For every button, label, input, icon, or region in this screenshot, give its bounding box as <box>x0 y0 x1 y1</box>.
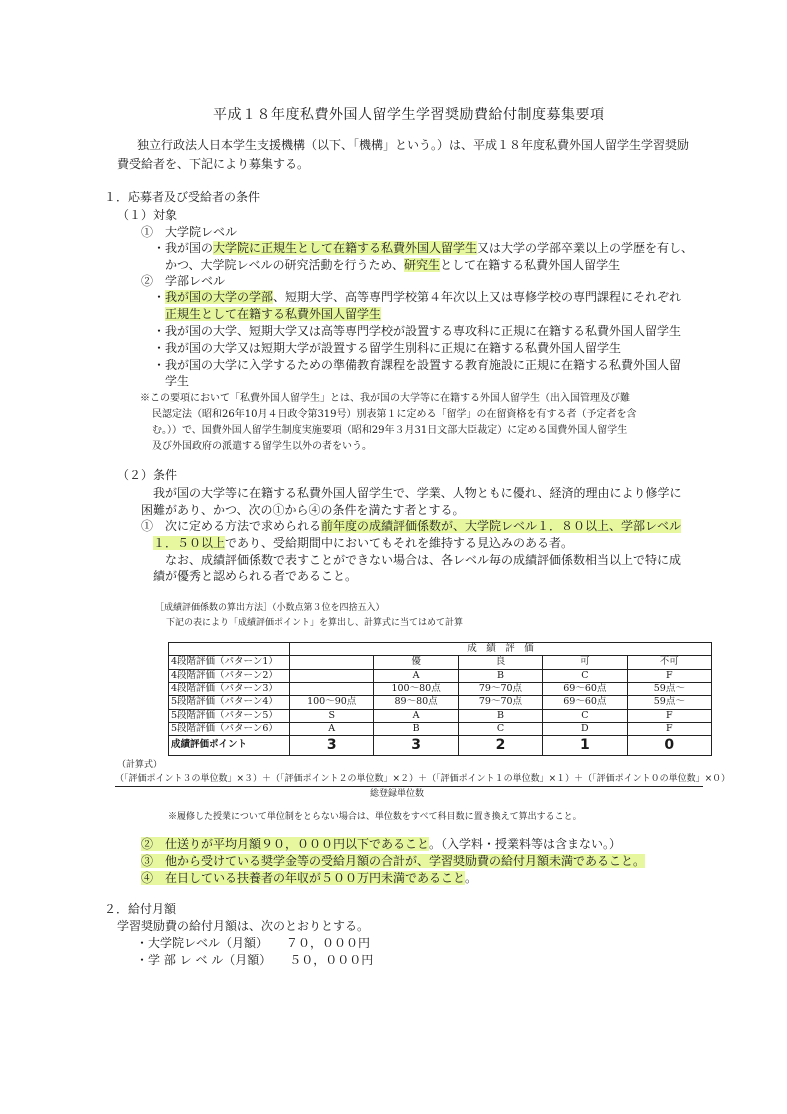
points-value: 3 <box>290 736 374 755</box>
formula-denominator: 総登録単位数 <box>370 789 425 799</box>
table-row: 4段階評価（パターン3） 100～80点 79～70点 69～60点 59点～ <box>169 683 712 696</box>
formula-numerator: （「評価ポイント３の単位数」×３）＋（「評価ポイント２の単位数」×２）＋（「評価ポイント１の単位数」×１）＋（「評価ポイント０の単位数」×０） <box>115 774 731 784</box>
grad-bullet-1a: ・我が国の大学院に正規生として在籍する私費外国人留学生又は大学の学部卒業以上の学歴を有し、 <box>153 241 694 255</box>
definition-note-2: 民認定法（昭和26年10月４日政令第319号）別表第１に定める「留学」の在留資格を有する者（予定者を含 <box>152 409 637 420</box>
formula-note: ※履修した授業について単位制をとらない場合は、単位数をすべて科目数に置き換えて算出すること。 <box>168 812 582 822</box>
grade-evaluation-table <box>168 642 712 756</box>
table-row: 5段階評価（パターン6） A B C D F <box>169 723 712 736</box>
table-row: 4段階評価（パターン2） A B C F <box>169 669 712 682</box>
ug-bullet-3: ・我が国の大学又は短期大学が設置する留学生別科に正規に在籍する私費外国人留学生 <box>153 341 622 355</box>
ug-bullet-1b: 正規生として在籍する私費外国人留学生 <box>165 307 382 321</box>
definition-note-1: ※この要項において「私費外国人留学生」とは、我が国の大学等に在籍する外国人留学生（出入国管理及び難 <box>140 393 630 404</box>
condition-2: ② 仕送りが平均月額９０，０００円以下であること。（入学料・授業料等は含まない。） <box>141 837 622 851</box>
points-row <box>169 736 712 755</box>
table-corner-cell <box>169 643 290 656</box>
ug-bullet-4b: 学生 <box>165 374 190 388</box>
payment-grad: ・大学院レベル（月額） ７０，０００円 <box>136 936 371 950</box>
table-header-cell: 成 績 評 価 <box>290 643 712 656</box>
points-value: 1 <box>543 736 627 755</box>
fraction-line <box>115 786 703 787</box>
table-row: 5段階評価（パターン4） 100～90点 89～80点 79～70点 69～60点 59点～ <box>169 696 712 709</box>
formula-label: （計算式） <box>117 760 163 770</box>
points-label: 成績評価ポイント <box>169 736 290 755</box>
ug-level-heading: ② 学部レベル <box>141 274 226 288</box>
table-header-row <box>169 643 712 656</box>
points-value: 2 <box>458 736 542 755</box>
intro-line-2: 費受給者を、下記により募集する。 <box>117 157 310 171</box>
definition-note-3: む。））で、国費外国人留学生制度実施要項（昭和29年３月31日文部大臣裁定）に定める国費外国人留学生 <box>152 425 628 436</box>
conditions-line-1: 我が国の大学等に在籍する私費外国人留学生で、学業、人物ともに優れ、経済的理由により修学に <box>153 486 682 500</box>
ug-bullet-2: ・我が国の大学、短期大学又は高等専門学校が設置する専攻科に正規に在籍する私費外国人留学生 <box>153 324 682 338</box>
payment-lead: 学習奨励費の給付月額は、次のとおりとする。 <box>117 919 370 933</box>
points-value: 0 <box>627 736 711 755</box>
ug-bullet-1a: ・我が国の大学の学部、短期大学、高等専門学校第４年次以上又は専修学校の専門課程にそれぞれ <box>153 290 682 304</box>
subsection-target: （１）対象 <box>117 208 178 222</box>
condition-1b: １．５０以上であり、受給期間中においてもそれを維持する見込みのある者。 <box>153 536 574 550</box>
calc-method-desc: 下記の表により「成績評価ポイント」を算出し、計算式に当てはめて計算 <box>166 618 464 628</box>
table-row: 5段階評価（パターン5） S A B C F <box>169 709 712 722</box>
grad-bullet-1b: かつ、大学院レベルの研究活動を行うため、研究生として在籍する私費外国人留学生 <box>165 258 621 272</box>
intro-line-1: 独立行政法人日本学生支援機構（以下、「機構」という。）は、平成１８年度私費外国人留学生学習奨励 <box>137 138 690 152</box>
condition-3: ③ 他から受けている奨学金等の受給月額の合計が、学習奨励費の給付月額未満であること。 <box>141 854 646 868</box>
conditions-line-2: 困難があり、かつ、次の①から④の条件を満たす者とする。 <box>141 503 465 517</box>
points-value: 3 <box>374 736 458 755</box>
page-title: 平成１８年度私費外国人留学生学習奨励費給付制度募集要項 <box>213 107 605 123</box>
condition-1d: 績が優秀と認められる者であること。 <box>153 569 358 583</box>
ug-bullet-4a: ・我が国の大学に入学するための準備教育課程を設置する教育施設に正規に在籍する私費外国人留 <box>153 358 682 372</box>
condition-1c: なお、成績評価係数で表すことができない場合は、各レベル毎の成績評価係数相当以上で特に成 <box>165 553 682 567</box>
condition-4: ④ 在日している扶養者の年収が５００万円未満であること。 <box>141 871 478 885</box>
table-row: 4段階評価（パターン1） 優 良 可 不可 <box>169 656 712 669</box>
definition-note-4: 及び外国政府の派遣する留学生以外の者をいう。 <box>152 441 372 452</box>
calc-method-title: ［成績評価係数の算出方法］（小数点第３位を四捨五入） <box>155 603 385 613</box>
subsection-conditions: （２）条件 <box>117 468 178 482</box>
condition-1a: ① 次に定める方法で求められる前年度の成績評価係数が、大学院レベル１．８０以上、学部レベル <box>141 519 682 533</box>
grad-level-heading: ① 大学院レベル <box>141 225 238 239</box>
section-2-heading: ２．給付月額 <box>104 902 177 916</box>
section-1-heading: １．応募者及び受給者の条件 <box>104 190 261 204</box>
payment-undergrad: ・学 部 レ ベ ル（月額） ５０，０００円 <box>136 953 374 967</box>
